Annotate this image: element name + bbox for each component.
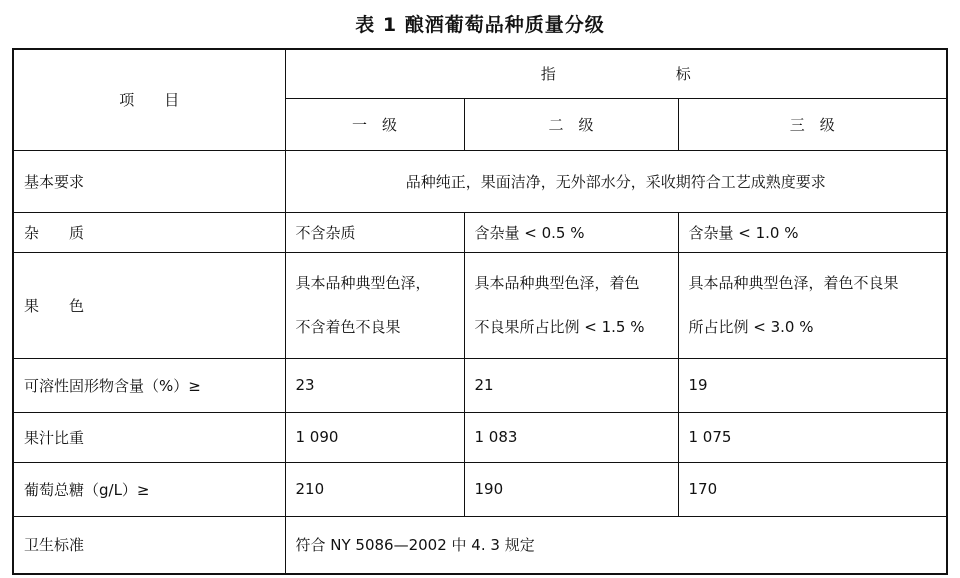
impurity-grade-3: 含杂量 < 1.0 %: [678, 212, 947, 252]
row-label-basic: 基本要求: [13, 150, 285, 212]
row-label-color: 果 色: [13, 252, 285, 358]
row-label-sugar: 葡萄总糖（g/L）≥: [13, 462, 285, 516]
gravity-grade-2: 1 083: [464, 412, 678, 462]
gravity-grade-3: 1 075: [678, 412, 947, 462]
color-grade-1-line-1: 具本品种典型色泽，: [295, 274, 431, 292]
header-row-1: [13, 49, 947, 98]
solids-grade-2: 21: [464, 358, 678, 412]
gravity-grade-1: 1 090: [285, 412, 464, 462]
sugar-grade-1: 210: [285, 462, 464, 516]
table-title: 表 1 酿酒葡萄品种质量分级: [355, 14, 605, 36]
table-row: [13, 412, 947, 462]
header-grade-3: 三 级: [678, 98, 947, 150]
row-label-gravity: 果汁比重: [13, 412, 285, 462]
color-grade-1: [285, 252, 464, 358]
table-row: [13, 150, 947, 212]
sugar-grade-2: 190: [464, 462, 678, 516]
color-grade-3: [678, 252, 947, 358]
header-indicator: 指 标: [285, 49, 947, 98]
table-row: [13, 358, 947, 412]
color-grade-2-line-2: 不良果所占比例 < 1.5 %: [474, 318, 645, 336]
color-grade-3-line-1: 具本品种典型色泽，着色不良果: [688, 274, 899, 292]
color-grade-2: [464, 252, 678, 358]
header-item: 项 目: [13, 49, 285, 150]
color-grade-1-line-2: 不含着色不良果: [295, 318, 401, 336]
solids-grade-1: 23: [285, 358, 464, 412]
row-label-hygiene: 卫生标准: [13, 516, 285, 574]
row-label-solids: 可溶性固形物含量（%）≥: [13, 358, 285, 412]
impurity-grade-1: 不含杂质: [285, 212, 464, 252]
grading-table: [12, 48, 948, 575]
header-grade-1: 一 级: [285, 98, 464, 150]
row-label-impurity: 杂 质: [13, 212, 285, 252]
table-row: [13, 516, 947, 574]
impurity-grade-2: 含杂量 < 0.5 %: [464, 212, 678, 252]
solids-grade-3: 19: [678, 358, 947, 412]
header-grade-2: 二 级: [464, 98, 678, 150]
table-row: [13, 252, 947, 358]
basic-requirement: 品种纯正，果面洁净，无外部水分，采收期符合工艺成熟度要求: [285, 150, 947, 212]
hygiene-standard: 符合 NY 5086—2002 中 4. 3 规定: [285, 516, 947, 574]
color-grade-3-line-2: 所占比例 < 3.0 %: [688, 318, 814, 336]
color-grade-2-line-1: 具本品种典型色泽，着色: [474, 274, 640, 292]
sugar-grade-3: 170: [678, 462, 947, 516]
table-row: [13, 212, 947, 252]
table-row: [13, 462, 947, 516]
